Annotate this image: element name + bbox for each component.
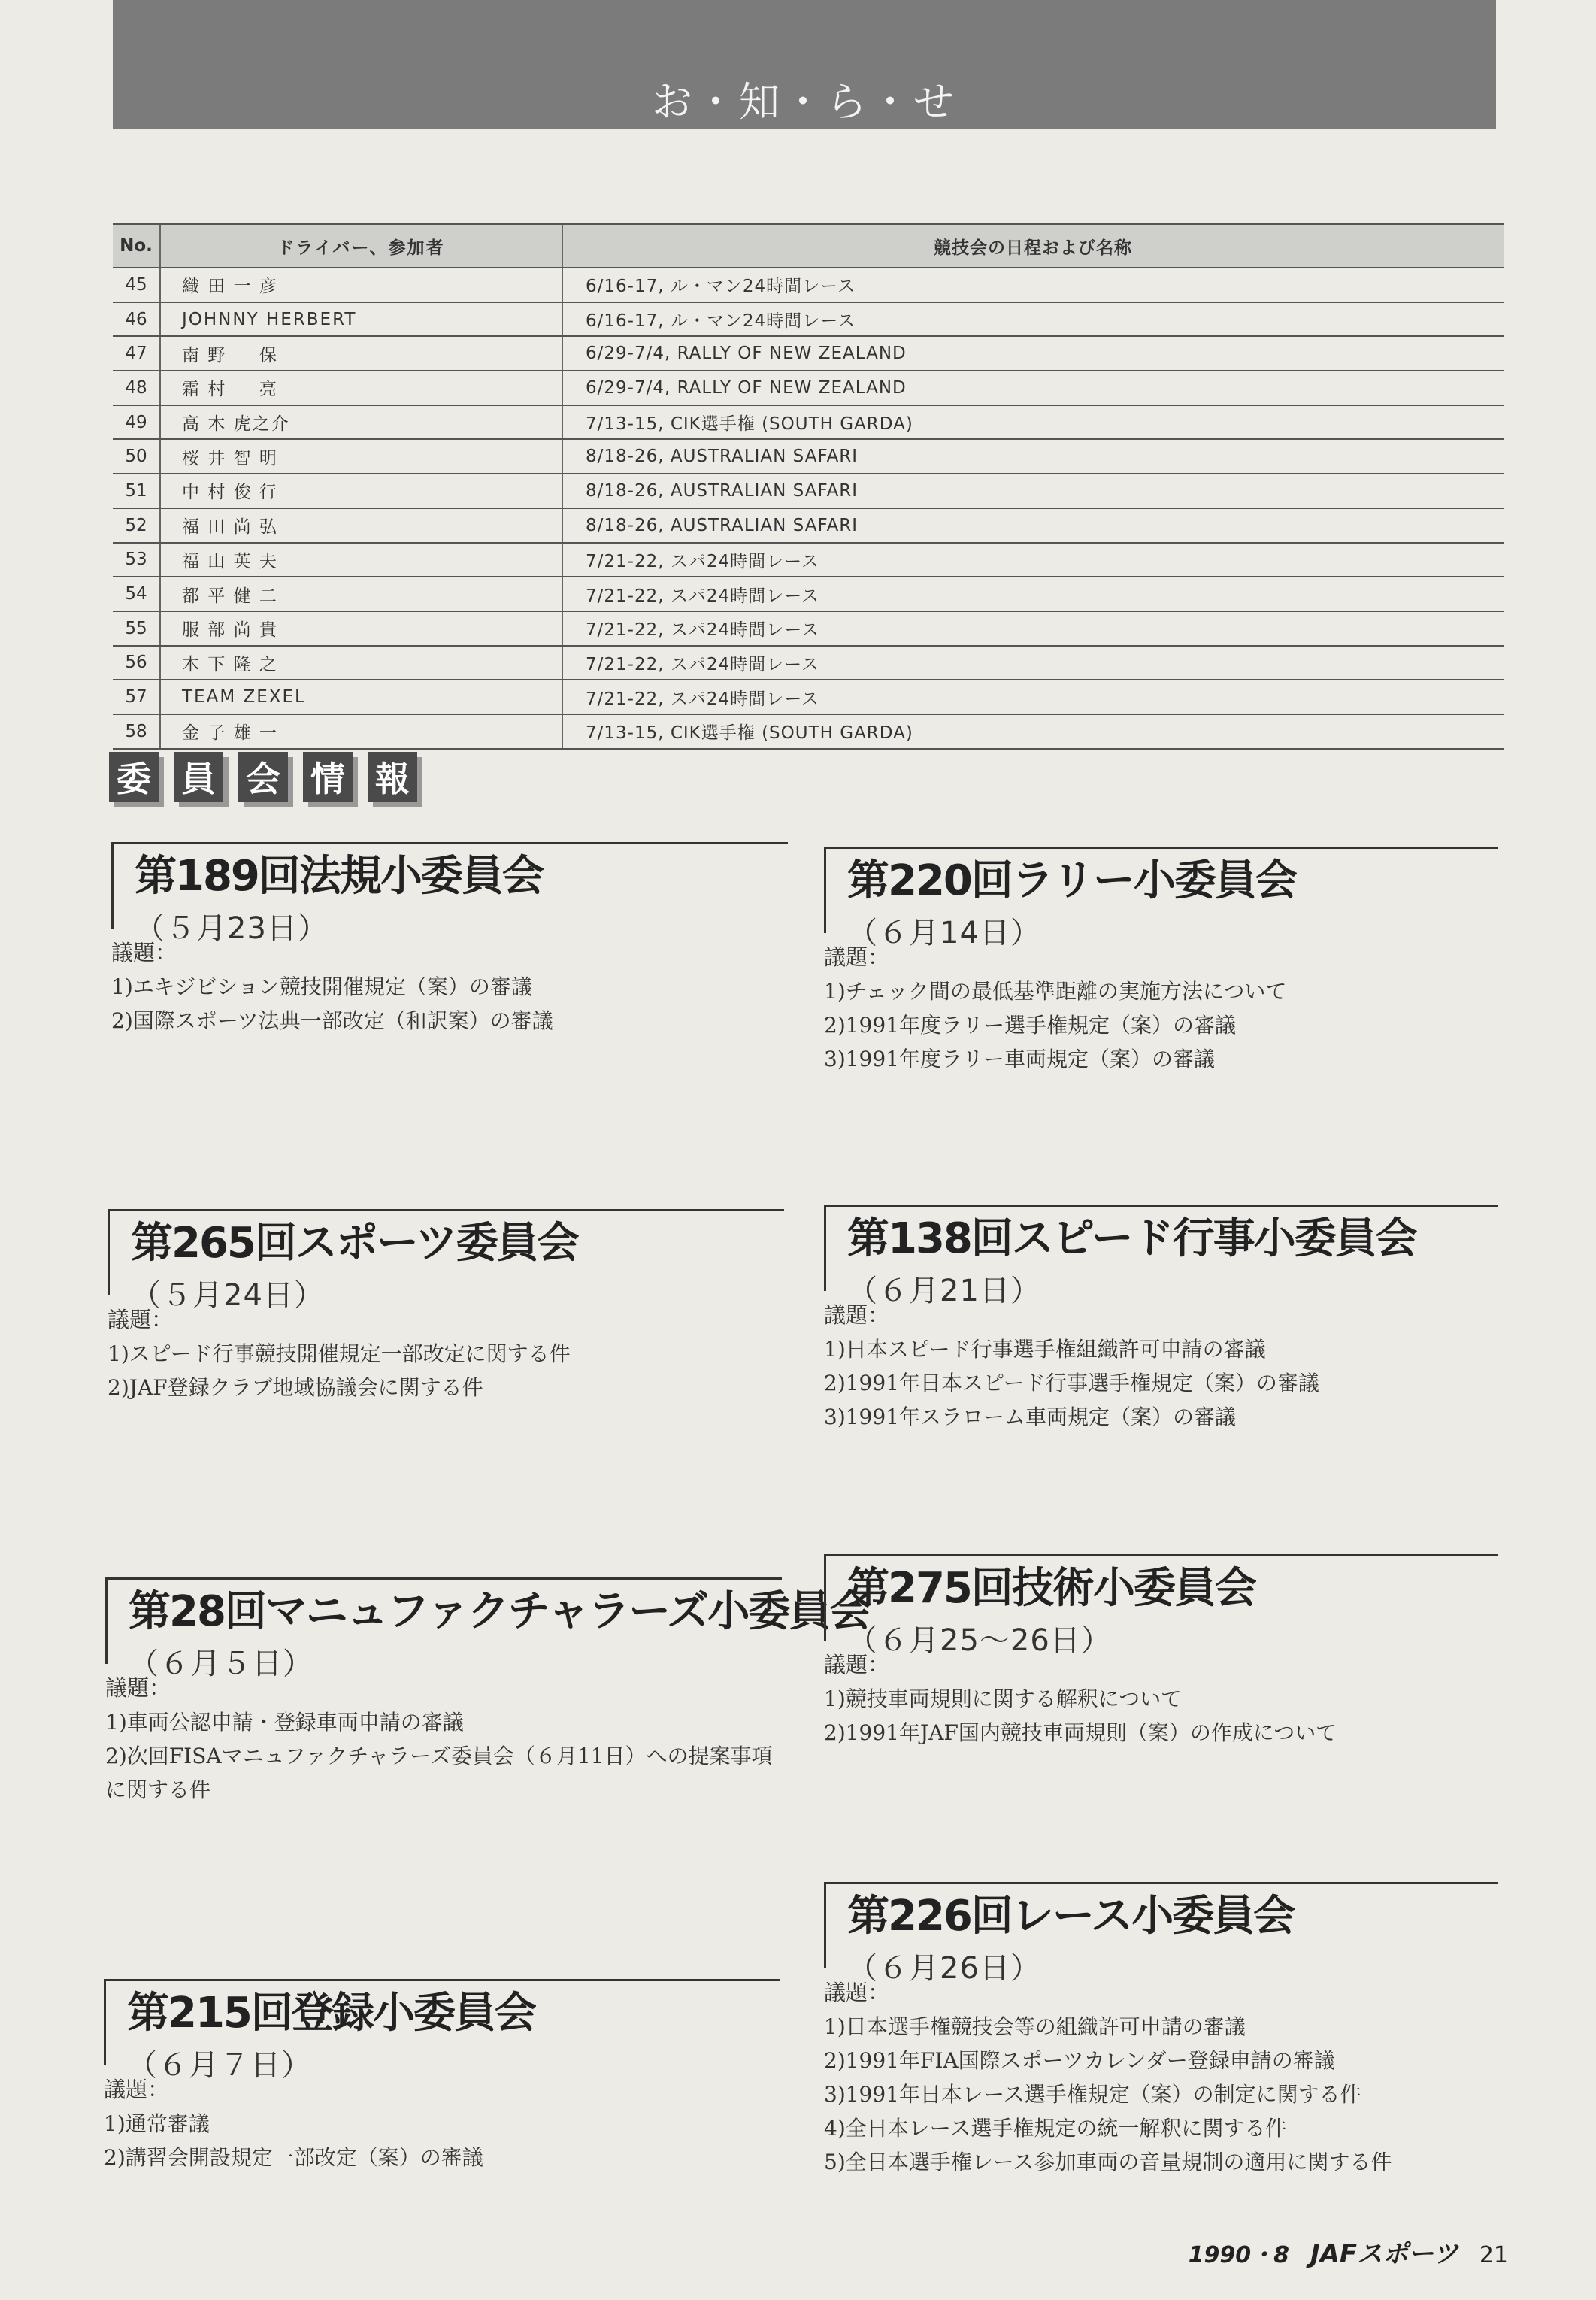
agenda-item: 2)1991年日本スピード行事選手権規定（案）の審議 bbox=[824, 1371, 1319, 1395]
row-number: 48 bbox=[113, 371, 160, 405]
row-number: 50 bbox=[113, 439, 160, 474]
agenda-item: 1)車両公認申請・登録車両申請の審議 bbox=[105, 1710, 464, 1735]
committee-header bbox=[104, 1979, 780, 2083]
agenda-item: 3)1991年度ラリー車両規定（案）の審議 bbox=[824, 1047, 1215, 1071]
agenda-item: 1)競技車両規則に関する解釈について bbox=[824, 1686, 1183, 1711]
notice-banner bbox=[113, 0, 1496, 129]
table-row bbox=[113, 474, 1504, 508]
row-driver: TEAM ZEXEL bbox=[160, 680, 562, 714]
heading-char: 情 bbox=[303, 752, 353, 802]
agenda-list bbox=[824, 1332, 1498, 1434]
row-event: 7/21-22, スパ24時間レース bbox=[562, 543, 1504, 577]
row-number: 54 bbox=[113, 577, 160, 611]
col-driver: ドライバー、参加者 bbox=[160, 224, 562, 268]
agenda-item: 2)国際スポーツ法典一部改定（和訳案）の審議 bbox=[111, 1008, 553, 1033]
row-driver: 中 村 俊 行 bbox=[160, 474, 562, 508]
agenda-label: 議題： bbox=[824, 1980, 890, 2005]
row-event: 6/29-7/4, RALLY OF NEW ZEALAND bbox=[562, 336, 1504, 371]
row-driver: 南 野 保 bbox=[160, 336, 562, 371]
table-row bbox=[113, 405, 1504, 440]
committee-189-legal bbox=[111, 842, 788, 1038]
committee-title: 第275回技術小委員会 bbox=[847, 1564, 1255, 1613]
agenda-label: 議題： bbox=[111, 940, 177, 965]
committee-title: 第189回法規小委員会 bbox=[135, 852, 543, 901]
committee-265-sports bbox=[108, 1209, 784, 1405]
committee-header bbox=[824, 1882, 1498, 1986]
agenda-label: 議題： bbox=[824, 1302, 890, 1328]
agenda-item: 1)チェック間の最低基準距離の実施方法について bbox=[824, 979, 1287, 1004]
committee-title: 第215回登録小委員会 bbox=[127, 1989, 535, 2038]
agenda-item: 1)スピード行事競技開催規定一部改定に関する件 bbox=[108, 1341, 571, 1366]
agenda-item: 1)日本選手権競技会等の組織許可申請の審議 bbox=[824, 2014, 1246, 2039]
committee-220-rally bbox=[824, 847, 1498, 1076]
agenda-list bbox=[108, 1337, 784, 1405]
col-event: 競技会の日程および名称 bbox=[562, 224, 1504, 268]
agenda-label: 議題： bbox=[105, 1675, 171, 1701]
committee-title: 第226回レース小委員会 bbox=[847, 1892, 1295, 1941]
row-event: 7/21-22, スパ24時間レース bbox=[562, 646, 1504, 680]
committee-title: 第220回ラリー小委員会 bbox=[847, 856, 1296, 905]
issue-date: 1990・8 bbox=[1188, 2242, 1289, 2268]
driver-table bbox=[113, 223, 1504, 750]
agenda-list bbox=[824, 974, 1498, 1076]
row-event: 7/21-22, スパ24時間レース bbox=[562, 577, 1504, 611]
heading-char: 報 bbox=[368, 752, 417, 802]
table-row bbox=[113, 439, 1504, 474]
row-number: 51 bbox=[113, 474, 160, 508]
row-number: 52 bbox=[113, 508, 160, 543]
agenda-item: 5)全日本選手権レース参加車両の音量規制の適用に関する件 bbox=[824, 2150, 1392, 2174]
table-row bbox=[113, 336, 1504, 371]
row-driver: 福 山 英 夫 bbox=[160, 543, 562, 577]
row-number: 47 bbox=[113, 336, 160, 371]
row-driver: 服 部 尚 貴 bbox=[160, 611, 562, 646]
row-driver: 福 田 尚 弘 bbox=[160, 508, 562, 543]
committee-info-heading bbox=[109, 752, 417, 802]
agenda-list bbox=[111, 970, 788, 1038]
row-number: 53 bbox=[113, 543, 160, 577]
row-driver: 織 田 一 彦 bbox=[160, 268, 562, 302]
col-no: No. bbox=[113, 224, 160, 268]
row-driver: 都 平 健 二 bbox=[160, 577, 562, 611]
table-row bbox=[113, 371, 1504, 405]
row-event: 8/18-26, AUSTRALIAN SAFARI bbox=[562, 439, 1504, 474]
row-number: 55 bbox=[113, 611, 160, 646]
committee-date: （５月23日） bbox=[135, 911, 329, 946]
row-event: 7/21-22, スパ24時間レース bbox=[562, 611, 1504, 646]
committee-header bbox=[108, 1209, 784, 1313]
committee-date: （６月７日） bbox=[127, 2047, 312, 2083]
table-row bbox=[113, 508, 1504, 543]
row-event: 8/18-26, AUSTRALIAN SAFARI bbox=[562, 508, 1504, 543]
agenda-label: 議題： bbox=[824, 1652, 890, 1677]
committee-date: （６月26日） bbox=[847, 1950, 1041, 1986]
table-row bbox=[113, 680, 1504, 714]
row-event: 6/29-7/4, RALLY OF NEW ZEALAND bbox=[562, 371, 1504, 405]
committee-header bbox=[824, 847, 1498, 950]
banner-title: お・知・ら・せ bbox=[652, 77, 957, 126]
row-event: 7/13-15, CIK選手権 (SOUTH GARDA) bbox=[562, 714, 1504, 749]
table-row bbox=[113, 302, 1504, 337]
table-row bbox=[113, 268, 1504, 302]
table-row bbox=[113, 543, 1504, 577]
row-number: 49 bbox=[113, 405, 160, 440]
agenda-list bbox=[104, 2107, 780, 2174]
agenda-item: 3)1991年日本レース選手権規定（案）の制定に関する件 bbox=[824, 2082, 1361, 2107]
row-driver: 金 子 雄 一 bbox=[160, 714, 562, 749]
agenda-item: 1)通常審議 bbox=[104, 2111, 210, 2136]
table-row bbox=[113, 714, 1504, 749]
committee-date: （６月25〜26日） bbox=[847, 1623, 1112, 1658]
page-footer bbox=[1189, 2233, 1508, 2270]
heading-char: 員 bbox=[174, 752, 223, 802]
committee-date: （６月５日） bbox=[129, 1646, 313, 1681]
committee-header bbox=[824, 1205, 1498, 1308]
heading-char: 会 bbox=[238, 752, 288, 802]
row-event: 8/18-26, AUSTRALIAN SAFARI bbox=[562, 474, 1504, 508]
agenda-item: 2)1991年FIA国際スポーツカレンダー登録申請の審議 bbox=[824, 2048, 1335, 2073]
row-driver: 桜 井 智 明 bbox=[160, 439, 562, 474]
row-number: 46 bbox=[113, 302, 160, 337]
agenda-label: 議題： bbox=[108, 1307, 174, 1332]
agenda-item: 2)次回FISAマニュファクチャラーズ委員会（６月11日）への提案事項に関する件 bbox=[105, 1744, 773, 1802]
committee-138-speed bbox=[824, 1205, 1498, 1434]
committee-date: （６月14日） bbox=[847, 915, 1041, 950]
row-driver: 霜 村 亮 bbox=[160, 371, 562, 405]
committee-date: （５月24日） bbox=[131, 1277, 325, 1313]
agenda-list bbox=[105, 1705, 782, 1807]
row-driver: 高 木 虎之介 bbox=[160, 405, 562, 440]
row-event: 7/21-22, スパ24時間レース bbox=[562, 680, 1504, 714]
row-number: 57 bbox=[113, 680, 160, 714]
committee-title: 第28回マニュファクチャラーズ小委員会 bbox=[129, 1587, 871, 1636]
table-row bbox=[113, 611, 1504, 646]
row-event: 6/16-17, ル・マン24時間レース bbox=[562, 302, 1504, 337]
agenda-item: 3)1991年スラローム車両規定（案）の審議 bbox=[824, 1405, 1236, 1429]
agenda-item: 2)講習会開設規定一部改定（案）の審議 bbox=[104, 2145, 483, 2170]
table-row bbox=[113, 577, 1504, 611]
committee-date: （６月21日） bbox=[847, 1273, 1041, 1308]
row-driver: JOHNNY HERBERT bbox=[160, 302, 562, 337]
heading-char: 委 bbox=[109, 752, 159, 802]
row-driver: 木 下 隆 之 bbox=[160, 646, 562, 680]
agenda-label: 議題： bbox=[104, 2077, 170, 2102]
row-event: 7/13-15, CIK選手権 (SOUTH GARDA) bbox=[562, 405, 1504, 440]
row-event: 6/16-17, ル・マン24時間レース bbox=[562, 268, 1504, 302]
committee-title: 第265回スポーツ委員会 bbox=[131, 1219, 578, 1268]
committee-28-manufacturers bbox=[105, 1577, 871, 1807]
agenda-item: 4)全日本レース選手権規定の統一解釈に関する件 bbox=[824, 2116, 1287, 2141]
agenda-item: 2)1991年度ラリー選手権規定（案）の審議 bbox=[824, 1013, 1236, 1038]
table-header-row bbox=[113, 224, 1504, 268]
committee-header bbox=[111, 842, 788, 946]
committee-226-race bbox=[824, 1882, 1498, 2179]
row-number: 45 bbox=[113, 268, 160, 302]
committee-215-registration bbox=[104, 1979, 780, 2174]
committee-title: 第138回スピード行事小委員会 bbox=[847, 1214, 1416, 1263]
agenda-item: 1)エキジビション競技開催規定（案）の審議 bbox=[111, 974, 532, 999]
agenda-item: 2)1991年JAF国内競技車両規則（案）の作成について bbox=[824, 1720, 1337, 1745]
magazine-name: JAFスポーツ bbox=[1310, 2239, 1458, 2269]
agenda-item: 2)JAF登録クラブ地域協議会に関する件 bbox=[108, 1375, 483, 1400]
table-row bbox=[113, 646, 1504, 680]
agenda-item: 1)日本スピード行事選手権組織許可申請の審議 bbox=[824, 1337, 1266, 1362]
agenda-list bbox=[824, 1682, 1498, 1750]
committee-header bbox=[824, 1554, 1498, 1658]
agenda-label: 議題： bbox=[824, 944, 890, 970]
committee-275-technical bbox=[824, 1554, 1498, 1750]
page-number: 21 bbox=[1479, 2242, 1508, 2268]
row-number: 58 bbox=[113, 714, 160, 749]
agenda-list bbox=[824, 2010, 1498, 2179]
row-number: 56 bbox=[113, 646, 160, 680]
